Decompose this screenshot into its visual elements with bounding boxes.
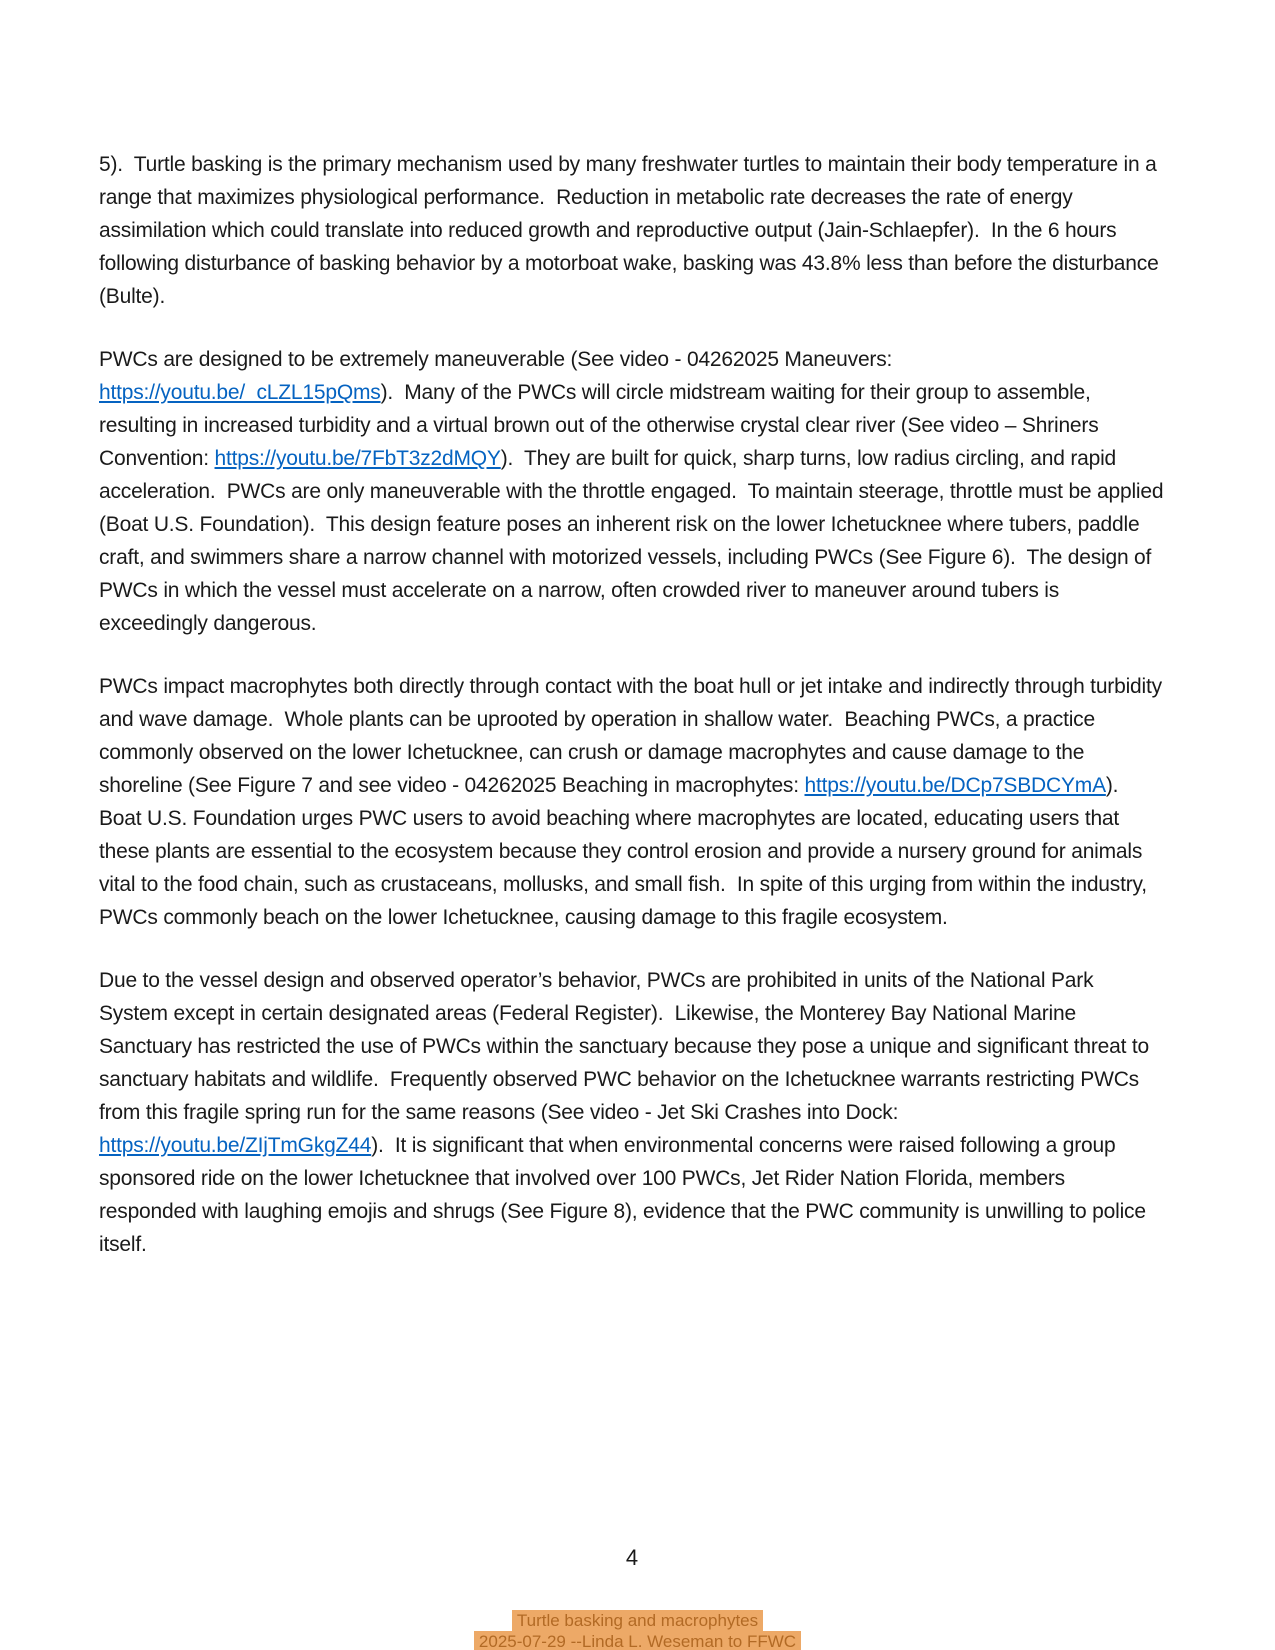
video-link[interactable]: https://youtu.be/7FbT3z2dMQY — [214, 447, 501, 470]
paragraph-text: ). Boat U.S. Foundation urges PWC users to avoid beaching where macrophytes are located, educating users that these plants are essential to the ecosystem because they control erosion and provide a nursery ground for animals vital to the food chain, such as crustaceans, mollusks, and small fish. In spite of this urging from within the industry, PWCs commonly beach on the lower Ichetucknee, causing damage to this fragile ecosystem. — [99, 774, 1153, 929]
paragraph-text: PWCs impact macrophytes both directly through contact with the boat hull or jet intake and indirectly through turbidity and wave damage. Whole plants can be uprooted by operation in shallow water. Beaching PWCs, a practice commonly observed on the lower Ichetucknee, can crush or damage macrophytes and cause damage to the shoreline (See Figure 7 and see video - 04262025 Beaching in macrophytes: — [99, 675, 1168, 797]
video-link[interactable]: https://youtu.be/DCp7SBDCYmA — [804, 774, 1106, 797]
footer-annotation — [0, 1610, 1275, 1650]
footer-line-2 — [0, 1631, 1275, 1650]
footer-date-author-text: 2025-07-29 --Linda L. Weseman to FFWC — [474, 1631, 801, 1650]
paragraph-text: 5). Turtle basking is the primary mechanism used by many freshwater turtles to maintain their body temperature in a range that maximizes physiological performance. Reduction in metabolic rate decreases the rate of energy assimilation which could translate into reduced growth and reproductive output (Jain-Schlaepfer). In the 6 hours following disturbance of basking behavior by a motorboat wake, basking was 43.8% less than before the disturbance (Bulte). — [99, 153, 1165, 308]
paragraph-text: Due to the vessel design and observed operator’s behavior, PWCs are prohibited in units of the National Park System except in certain designated areas (Federal Register). Likewise, the Monterey Bay National Marine Sanctuary has restricted the use of PWCs within the sanctuary because they pose a unique and significant threat to sanctuary habitats and wildlife. Frequently observed PWC behavior on the Ichetucknee warrants restricting PWCs from this fragile spring run for the same reasons (See video - Jet Ski Crashes into Dock: — [99, 969, 1155, 1124]
paragraph-text: PWCs are designed to be extremely maneuverable (See video - 04262025 Maneuvers: — [99, 348, 898, 371]
video-link[interactable]: https://youtu.be/_cLZL15pQms — [99, 381, 381, 404]
paragraph-text: ). Many of the PWCs will circle midstream waiting for their group to assemble, resulting in increased turbidity and a virtual brown out of the otherwise crystal clear river (See video – Shriners Convention: — [99, 381, 1105, 470]
video-link[interactable]: https://youtu.be/ZIjTmGkgZ44 — [99, 1134, 372, 1157]
page-number: 4 — [625, 1545, 639, 1570]
body-paragraph — [99, 148, 1165, 313]
footer-title-text: Turtle basking and macrophytes — [512, 1610, 763, 1631]
document-body — [99, 148, 1170, 1291]
paragraph-text: ). It is significant that when environmental concerns were raised following a group sponsored ride on the lower Ichetucknee that involved over 100 PWCs, Jet Rider Nation Florida, members responded with laughing emojis and shrugs (See Figure 8), evidence that the PWC community is unwilling to police itself. — [99, 1134, 1152, 1256]
paragraph-text: ). They are built for quick, sharp turns, low radius circling, and rapid acceleration. PWCs are only maneuverable with the throttle engaged. To maintain steerage, throttle must be applied (Boat U.S. Foundation). This design feature poses an inherent risk on the lower Ichetucknee where tubers, paddle craft, and swimmers share a narrow channel with motorized vessels, including PWCs (See Figure 6). The design of PWCs in which the vessel must accelerate on a narrow, often crowded river to maneuver around tubers is exceedingly dangerous. — [99, 447, 1170, 635]
body-paragraph — [99, 964, 1165, 1261]
body-paragraph — [99, 670, 1168, 934]
body-paragraph — [99, 343, 1170, 640]
footer-line-1 — [0, 1610, 1275, 1631]
